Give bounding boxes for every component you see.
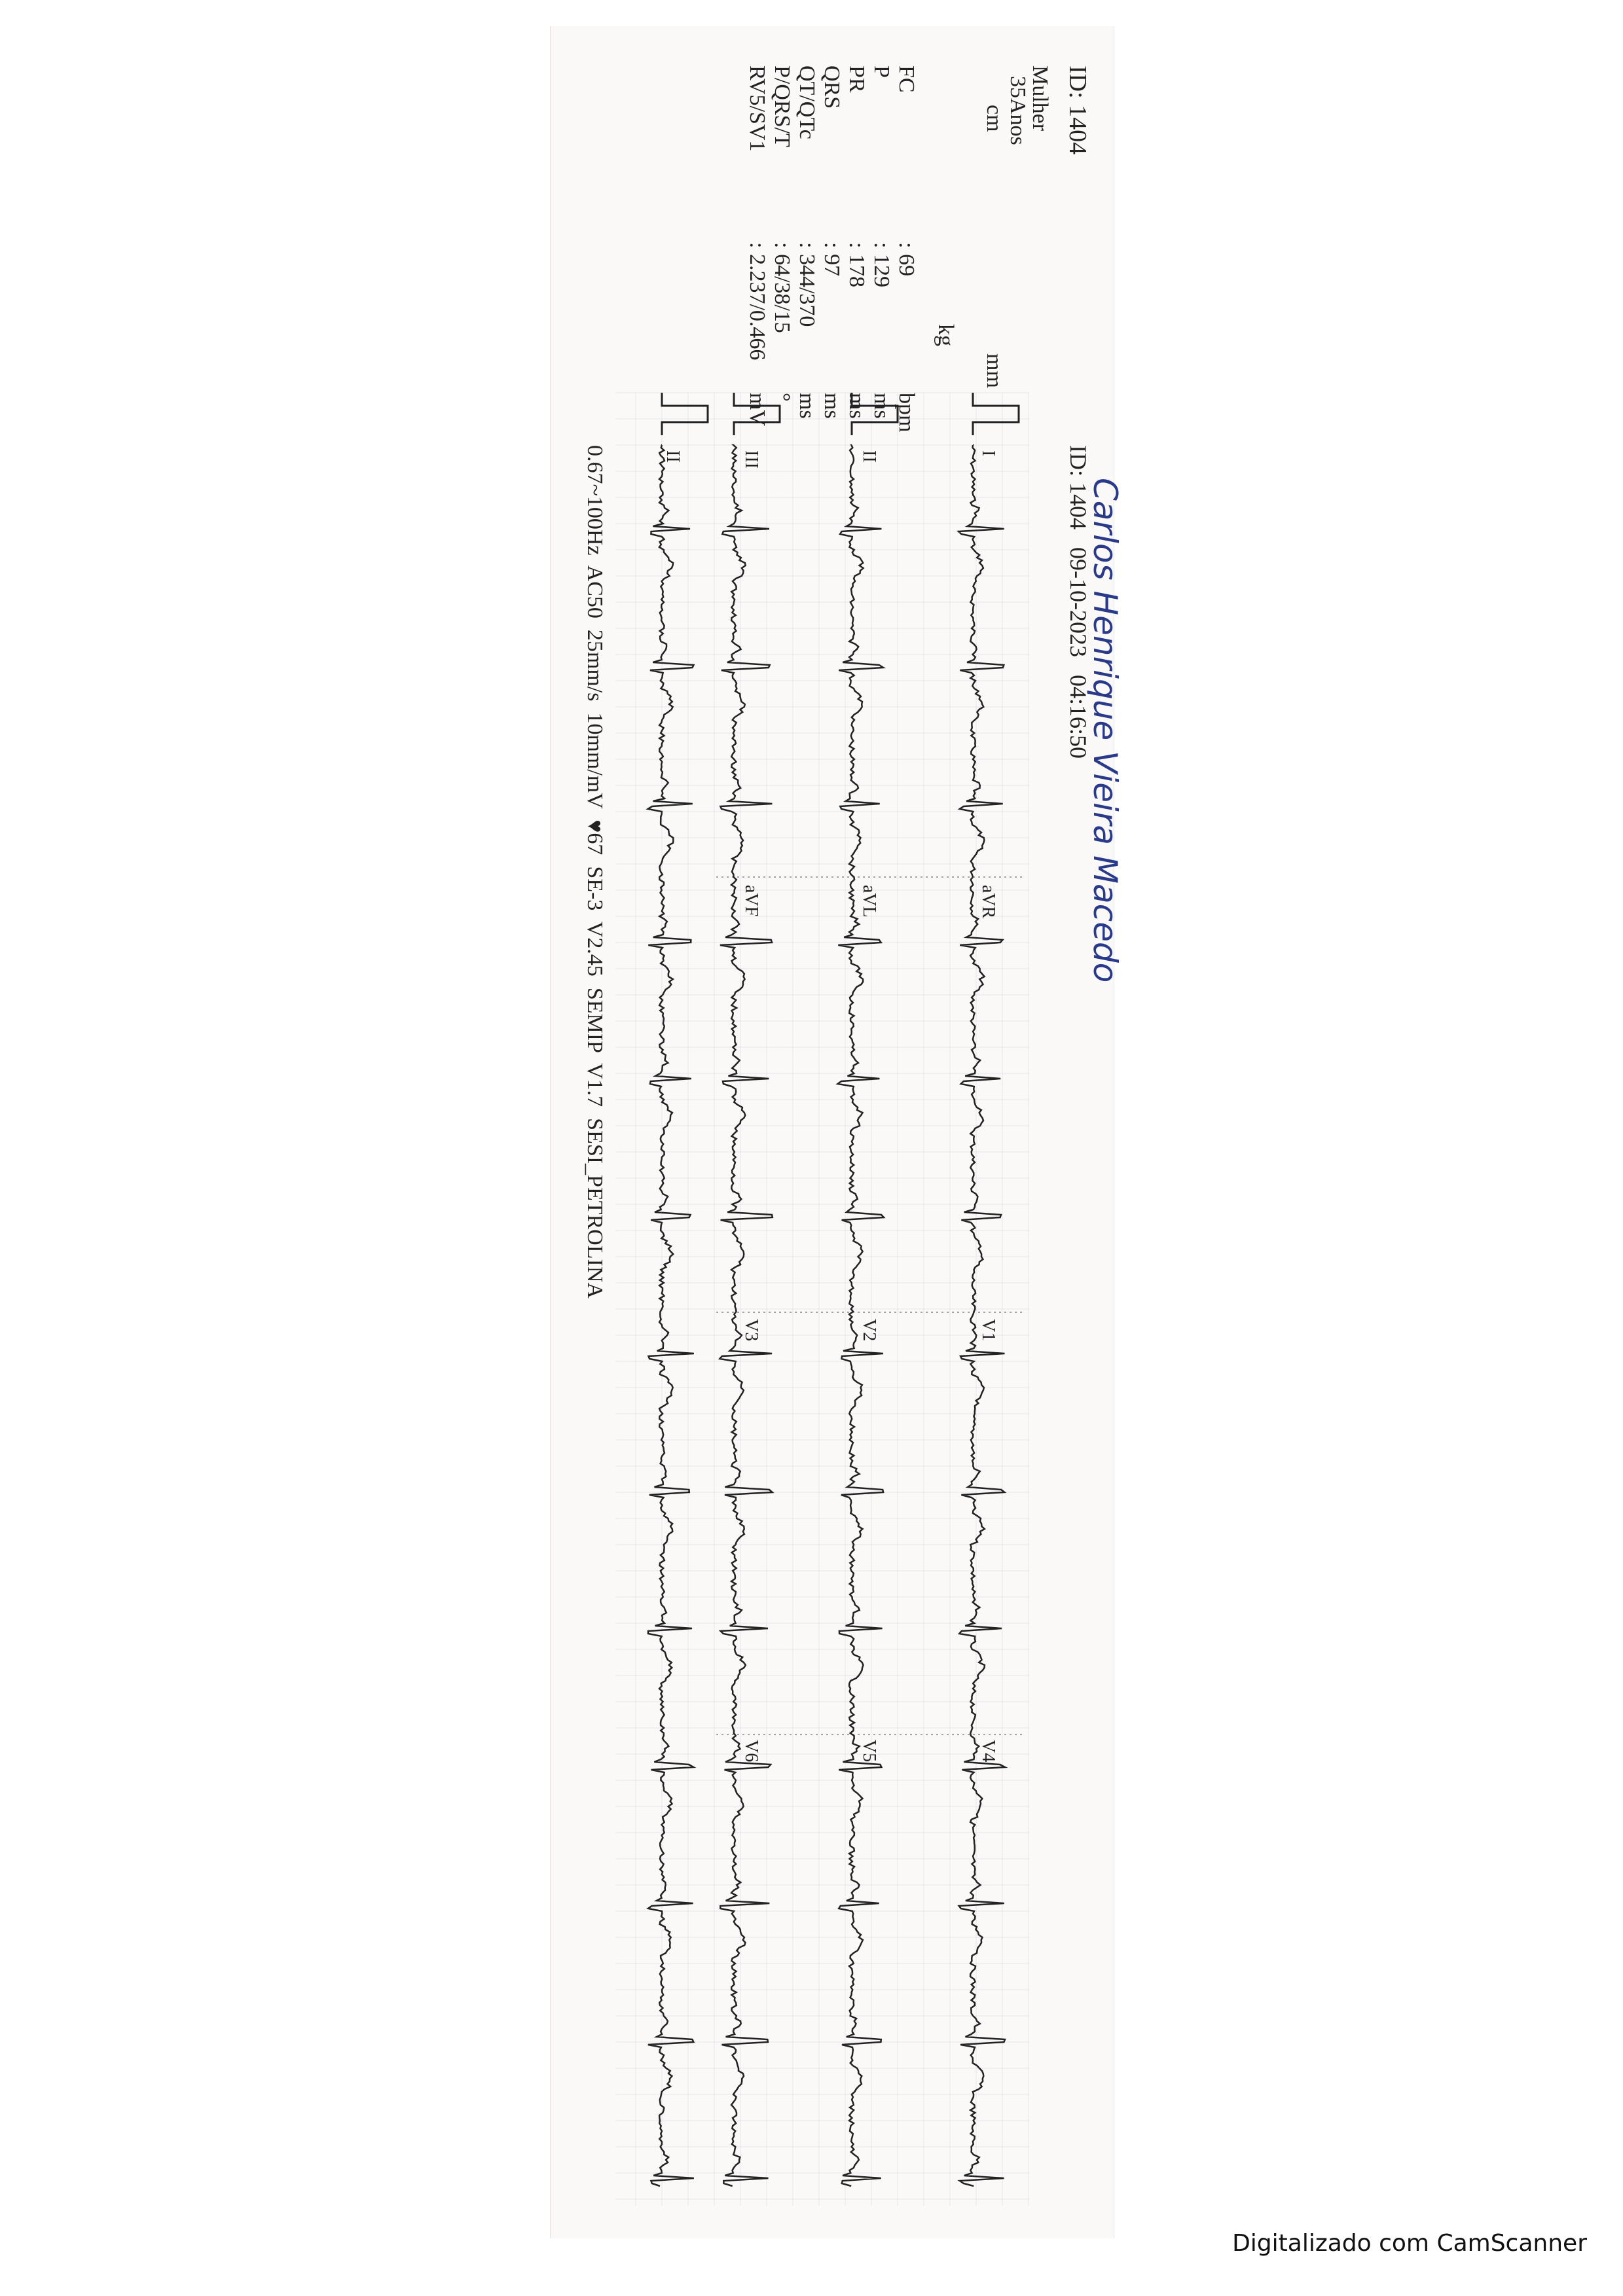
lead-label-I: I: [978, 450, 998, 457]
ecg-paper-strip: [550, 26, 1124, 2238]
measure-unit: bpm: [894, 393, 919, 433]
measure-name: P: [869, 65, 894, 78]
lead-label-aVR: aVR: [978, 885, 998, 919]
ecg-trace-row: [648, 445, 694, 2186]
measure-name: QRS: [820, 65, 844, 109]
patient-id: ID: 1404: [1064, 65, 1091, 155]
measure-value: : 64/38/15: [770, 242, 794, 333]
measure-name: PR: [845, 65, 869, 93]
patient-sex: Mulher: [1028, 65, 1052, 132]
mm-label: mm: [982, 353, 1006, 388]
measure-value: : 344/370: [795, 242, 819, 327]
measure-unit: ms: [820, 393, 844, 419]
measure-unit: ms: [869, 393, 894, 419]
ecg-strip-content: [551, 26, 1124, 2238]
recording-settings-footer: 0.67~100Hz AC50 25mm/s 10mm/mV ♥67 SE-3 V2.45 SEMIP V1.7 SESI_PETROLINA: [583, 445, 607, 1299]
lead-label-III: III: [741, 450, 761, 469]
ecg-trace-row: [958, 445, 1005, 2186]
calibration-pulse: [662, 393, 708, 435]
ecg-trace-area: [551, 26, 1114, 2238]
lead-label-V6: V6: [741, 1740, 761, 1763]
handwritten-patient-name: Carlos Henrique Vieira Macedo: [1086, 478, 1124, 983]
measure-unit: °: [770, 393, 794, 402]
measure-name: P/QRS/T: [770, 65, 794, 147]
height-unit: cm: [982, 105, 1006, 132]
lead-label-V4: V4: [978, 1740, 998, 1763]
lead-label-V3: V3: [741, 1319, 761, 1342]
lead-label-aVF: aVF: [741, 885, 761, 917]
ecg-trace-row: [720, 445, 773, 2186]
measure-name: FC: [894, 65, 919, 93]
lead-label-II: II: [859, 450, 879, 463]
lead-label-V2: V2: [859, 1319, 879, 1342]
patient-age: 35Anos: [1006, 76, 1030, 145]
calibration-pulse: [973, 393, 1019, 435]
lead-label-V5: V5: [859, 1740, 879, 1763]
measure-value: : 2.237/0.466: [745, 242, 769, 361]
lead-label-aVL: aVL: [859, 885, 879, 918]
measure-value: : 69: [894, 242, 919, 276]
ecg-trace-row: [838, 445, 884, 2186]
measure-value: : 129: [869, 242, 894, 287]
lead-label-V1: V1: [978, 1319, 998, 1342]
measure-value: : 97: [820, 242, 844, 276]
measure-unit: mV: [745, 393, 769, 426]
measure-name: RV5/SV1: [745, 65, 769, 152]
measure-unit: ms: [795, 393, 819, 419]
scanner-watermark: Digitalizado com CamScanner: [1232, 2230, 1587, 2257]
weight-unit: kg: [934, 324, 958, 346]
measure-value: : 178: [845, 242, 869, 287]
recording-header: ID: 1404 09-10-2023 04:16:50: [1065, 445, 1091, 759]
lead-label-II-rhythm: II: [663, 450, 683, 463]
measure-unit: ms: [845, 393, 869, 419]
measure-name: QT/QTc: [795, 65, 819, 139]
